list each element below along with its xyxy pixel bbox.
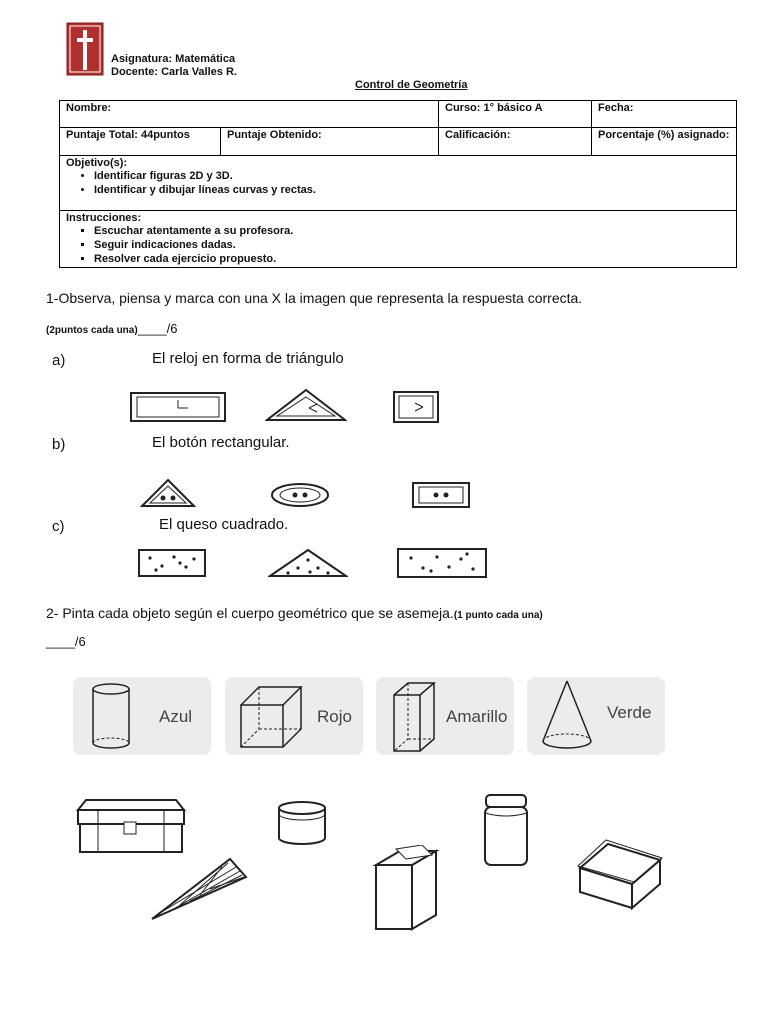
question-1-score: ____/6	[137, 321, 178, 336]
square-clock-option[interactable]	[393, 391, 439, 423]
legend-card-cube	[225, 677, 363, 755]
legend-label: Rojo	[317, 707, 352, 726]
instructions-cell	[60, 211, 737, 268]
treasure-chest-object[interactable]	[72, 796, 190, 856]
instructions-label: Instrucciones:	[66, 212, 142, 224]
box-object[interactable]	[372, 845, 440, 931]
school-logo	[66, 22, 104, 76]
course-cell: Curso: 1° básico A	[439, 101, 592, 128]
objectives-cell	[60, 156, 737, 211]
name-field[interactable]: Nombre:	[60, 101, 439, 128]
rectangle-cheese-option[interactable]	[138, 549, 206, 577]
total-score-cell: Puntaje Total: 44puntos	[60, 128, 221, 156]
question-1-text: 1-Observa, piensa y marca con una X la imagen que representa la respuesta correcta.	[46, 290, 583, 306]
triangle-button-option[interactable]	[140, 478, 196, 508]
triangle-clock-option[interactable]	[265, 388, 347, 422]
round-button-option[interactable]	[270, 482, 330, 508]
question-2-points: (1 punto cada una)	[453, 610, 543, 621]
prism-icon	[390, 679, 440, 755]
grade-field[interactable]: Calificación:	[439, 128, 592, 156]
subject-label: Asignatura: Matemática	[111, 53, 236, 65]
item-a-text: El reloj en forma de triángulo	[152, 350, 344, 367]
item-a-letter: a)	[52, 352, 66, 369]
date-field[interactable]: Fecha:	[592, 101, 737, 128]
objective-item: • Identificar y dibujar líneas curvas y rectas.	[94, 183, 730, 197]
cube-icon	[237, 683, 303, 751]
item-b-letter: b)	[52, 436, 66, 453]
item-b-text: El botón rectangular.	[152, 434, 290, 451]
instruction-item: ▪ Seguir indicaciones dadas.	[94, 238, 730, 252]
ice-cream-cone-object[interactable]	[150, 855, 250, 925]
question-1-points: (2puntos cada una)	[46, 325, 138, 336]
student-info-table	[59, 100, 737, 268]
page-title: Control de Geometría	[355, 79, 468, 91]
objective-item: • Identificar figuras 2D y 3D.	[94, 169, 730, 183]
legend-label: Azul	[159, 707, 193, 726]
question-2-text: 2- Pinta cada objeto según el cuerpo geométrico que se asemeja.	[46, 605, 454, 621]
legend-label: Amarillo	[446, 707, 508, 726]
rectangle-button-option[interactable]	[412, 482, 470, 508]
score-obtained-field[interactable]: Puntaje Obtenido:	[221, 128, 439, 156]
gift-box-object[interactable]	[576, 838, 664, 910]
legend-card-prism	[376, 677, 514, 755]
cylinder-icon	[89, 681, 133, 753]
instruction-item: ▪ Resolver cada ejercicio propuesto.	[94, 252, 730, 266]
jar-object[interactable]	[480, 793, 532, 873]
can-object[interactable]	[276, 800, 328, 848]
percentage-field[interactable]: Porcentaje (%) asignado:	[592, 128, 737, 156]
objectives-label: Objetivo(s):	[66, 157, 128, 169]
legend-label: Verde	[607, 703, 652, 722]
rectangle-clock-option[interactable]	[130, 392, 226, 422]
legend-card-cylinder	[73, 677, 211, 755]
cone-icon	[539, 679, 595, 753]
triangle-cheese-option[interactable]	[268, 548, 348, 578]
instruction-item: ▪ Escuchar atentamente a su profesora.	[94, 224, 730, 238]
teacher-label: Docente: Carla Valles R.	[111, 66, 237, 78]
square-cheese-option[interactable]	[397, 548, 487, 578]
item-c-text: El queso cuadrado.	[159, 516, 289, 533]
legend-card-cone	[527, 677, 665, 755]
question-2-score: ____/6	[46, 634, 86, 649]
item-c-letter: c)	[52, 518, 65, 535]
